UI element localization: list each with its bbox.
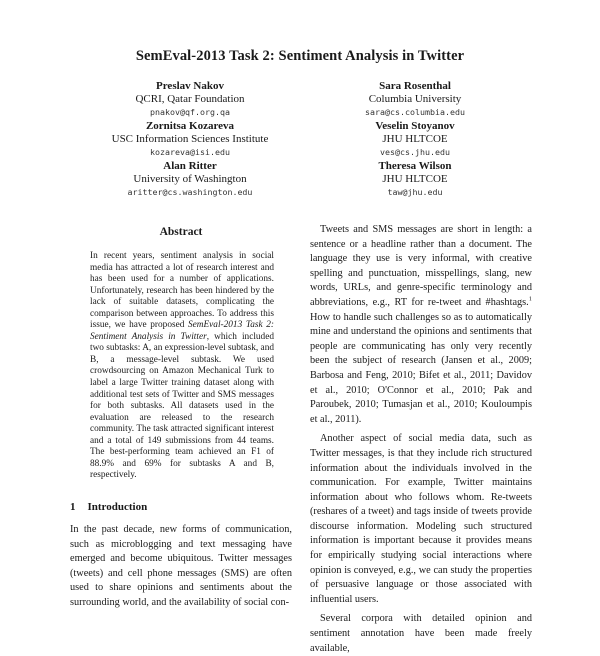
author-name: Preslav Nakov xyxy=(156,80,224,92)
intro-paragraph xyxy=(70,523,292,608)
abstract-task-title: SemEval-2013 Task 2: Sentiment Analysis in Twitter xyxy=(90,320,274,342)
author-name: Alan Ritter xyxy=(163,160,217,172)
paragraph: Several corpora with detailed opinion and sentiment annotation have been made freely available, xyxy=(310,613,532,654)
author-email: kozareva@isi.edu xyxy=(150,147,230,157)
author-entry xyxy=(70,120,310,158)
author-entry xyxy=(300,80,530,118)
intro-text: In the past decade, new forms of communication, such as microblogging and text messaging have emerged and become ubiquitous. Twitter messages (tweets) and cell phone messages (SMS) are often used to share opinions and sentiments about the surrounding world, and the availability of social con- xyxy=(70,524,292,608)
author-name: Veselin Stoyanov xyxy=(375,120,455,132)
paragraph-text: Tweets and SMS messages are short in length: a sentence or a headline rather than a document. The language they use is very informal, with creative spelling and punctuation, misspellings, slang, new words, URLs, and genre-specific terminology and abbreviations, e.g., RT for re-tweet and #hashtags. xyxy=(310,224,532,308)
author-affiliation: Columbia University xyxy=(368,93,462,105)
abstract-heading: Abstract xyxy=(159,226,203,238)
abstract-body xyxy=(90,251,274,482)
paragraph-text: How to handle such challenges so as to automatically mine and understand the opinions and sentiments that people are communicating has only very recently been the subject of research (Jansen et al., 2009; Barbosa and Feng, 2010; Bifet et al., 2011; Davidov et al., 2010; O'Connor et al., 2010; Pak and Paroubek, 2010; Tumasjan et al., 2010; Kouloumpis et al., 2011). xyxy=(310,311,532,425)
author-email: aritter@cs.washington.edu xyxy=(127,187,253,197)
author-entry xyxy=(70,160,310,198)
author-column-right xyxy=(300,80,530,200)
paragraph: Another aspect of social media data, such as Twitter messages, is that they include rich structured information about the individuals involved in the communication. For example, Twitter maintains information about who follows whom. Re-tweets (reshares of a tweet) and tags inside of tweets provide discourse information. Modeling such structured information is important because it provides means for empirically studying social interactions where opinion is conveyed, e.g., we can study the properties of persuasive language or those associated with influential users. xyxy=(310,433,532,605)
author-entry xyxy=(300,120,530,158)
author-email: ves@cs.jhu.edu xyxy=(380,147,450,157)
author-affiliation: USC Information Sciences Institute xyxy=(111,133,269,145)
paper-title: SemEval-2013 Task 2: Sentiment Analysis in Twitter xyxy=(135,48,465,64)
section-number: 1 xyxy=(70,501,76,513)
author-name: Zornitsa Kozareva xyxy=(145,120,235,132)
author-column-left xyxy=(70,80,310,200)
paragraph xyxy=(310,223,532,427)
section-title: Introduction xyxy=(87,501,148,513)
author-affiliation: University of Washington xyxy=(133,173,247,185)
right-column-text xyxy=(310,223,532,654)
author-entry xyxy=(70,80,310,118)
author-email: taw@jhu.edu xyxy=(387,187,443,197)
author-affiliation: JHU HLTCOE xyxy=(382,133,448,145)
abstract-text-part: In recent years, sentiment analysis in social media has attracted a lot of research interest and has been used for a number of applications. Unfortunately, research has been hindered by the lack of suitable datasets, complicating the comparison between approaches. To address this issue, we have proposed xyxy=(90,251,274,331)
author-email: sara@cs.columbia.edu xyxy=(365,107,465,117)
author-name: Sara Rosenthal xyxy=(379,80,451,92)
author-affiliation: QCRI, Qatar Foundation xyxy=(135,93,245,105)
abstract-text-part: , which included two subtasks: A, an expression-level subtask, and B, a message-level subtask. We used crowdsourcing on Amazon Mechanical Turk to label a large Twitter training dataset along with additional test sets of Twitter and SMS messages for both subtasks. All datasets used in the evaluation are released to the research community. The task attracted significant interest and a total of 149 submissions from 44 teams. The best-performing team achieved an F1 of 88.9% and 69% for subtasks A and B, respectively. xyxy=(90,331,274,481)
section-heading xyxy=(70,501,292,513)
footnote-marker: 1 xyxy=(528,295,532,303)
author-name: Theresa Wilson xyxy=(378,160,452,172)
author-email: pnakov@qf.org.qa xyxy=(150,107,230,117)
author-affiliation: JHU HLTCOE xyxy=(382,173,448,185)
author-entry xyxy=(300,160,530,198)
